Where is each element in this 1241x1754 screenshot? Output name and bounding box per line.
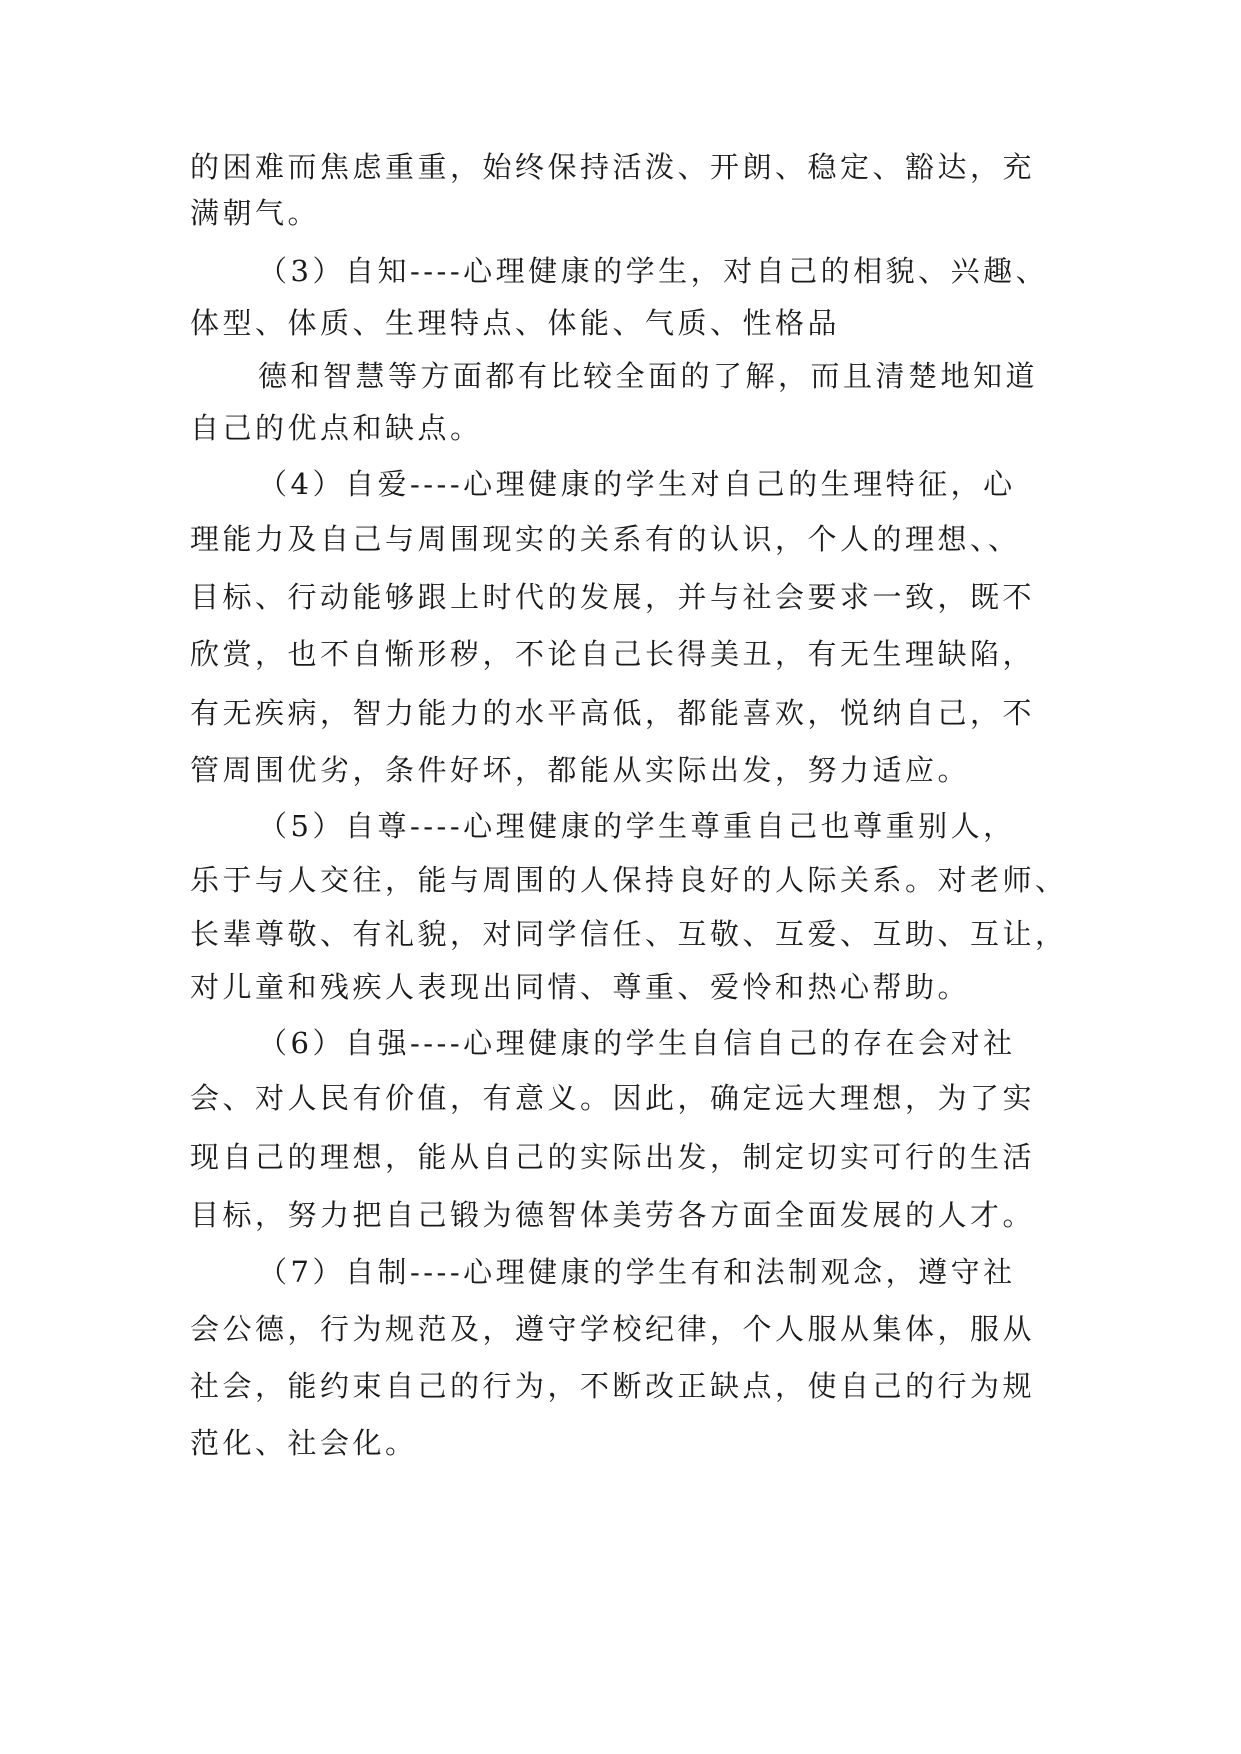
text-line: （3）自知----心理健康的学生，对自己的相貌、兴趣、 <box>258 254 1049 288</box>
text-line: （4）自爱----心理健康的学生对自己的生理特征，心 <box>258 467 1016 501</box>
text-line: 长辈尊敬、有礼貌，对同学信任、互敬、互爱、互助、互让， <box>190 917 1068 951</box>
text-line: 满朝气。 <box>190 196 321 230</box>
text-line: （7）自制----心理健康的学生有和法制观念，遵守社 <box>258 1255 1016 1289</box>
text-line: 欣赏，也不自惭形秽，不论自己长得美丑，有无生理缺陷， <box>190 637 1036 671</box>
text-line: 目标，努力把自己锻为德智体美劳各方面全面发展的人才。 <box>190 1198 1036 1232</box>
text-line: 社会，能约束自己的行为，不断改正缺点，使自己的行为规 <box>190 1369 1036 1403</box>
text-line: 自己的优点和缺点。 <box>190 411 483 445</box>
text-line: （6）自强----心理健康的学生自信自己的存在会对社 <box>258 1026 1016 1060</box>
text-line: 目标、行动能够跟上时代的发展，并与社会要求一致，既不 <box>190 580 1036 614</box>
text-line: 体型、体质、生理特点、体能、气质、性格品 <box>190 306 841 340</box>
text-line: （5）自尊----心理健康的学生尊重自己也尊重别人， <box>258 809 1016 843</box>
text-line: 理能力及自己与周围现实的关系有的认识，个人的理想、、 <box>190 522 1021 556</box>
text-line: 范化、社会化。 <box>190 1426 418 1460</box>
text-line: 乐于与人交往，能与周围的人保持良好的人际关系。对老师、 <box>190 863 1068 897</box>
text-line: 德和智慧等方面都有比较全面的了解，而且清楚地知道 <box>258 359 1039 393</box>
text-line: 会公德，行为规范及，遵守学校纪律，个人服从集体，服从 <box>190 1312 1036 1346</box>
text-line: 有无疾病，智力能力的水平高低，都能喜欢，悦纳自己，不 <box>190 696 1036 730</box>
text-line: 会、对人民有价值，有意义。因此，确定远大理想，为了实 <box>190 1081 1036 1115</box>
text-line: 管周围优劣，条件好坏，都能从实际出发，努力适应。 <box>190 753 971 787</box>
text-line: 的困难而焦虑重重，始终保持活泼、开朗、稳定、豁达，充 <box>190 150 1036 184</box>
text-line: 对儿童和残疾人表现出同情、尊重、爱怜和热心帮助。 <box>190 970 971 1004</box>
text-line: 现自己的理想，能从自己的实际出发，制定切实可行的生活 <box>190 1140 1036 1174</box>
